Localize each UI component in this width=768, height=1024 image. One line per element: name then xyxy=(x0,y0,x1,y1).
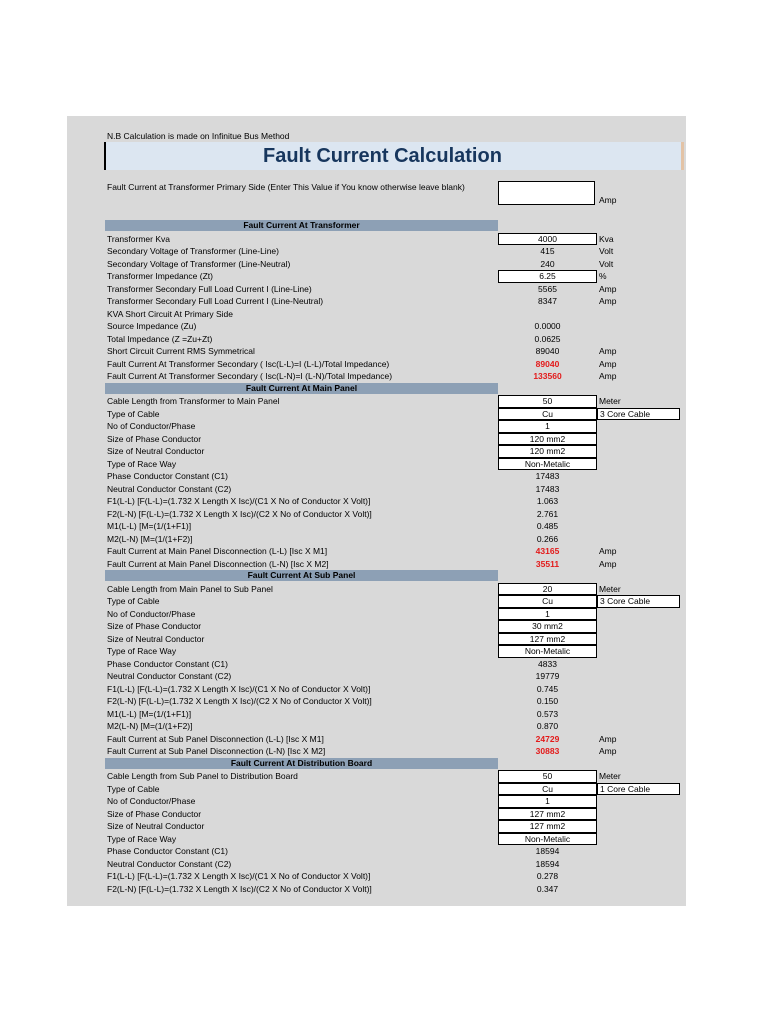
row-label: Neutral Conductor Constant (C2) xyxy=(107,671,232,681)
value-cell: 0.278 xyxy=(536,871,559,881)
value-cell: 24729 xyxy=(535,733,560,744)
table-row xyxy=(67,808,686,821)
table-row xyxy=(67,258,686,271)
value-cell: 0.870 xyxy=(536,721,559,731)
table-row xyxy=(67,345,686,358)
table-row xyxy=(67,558,686,571)
row-label: Cable Length from Transformer to Main Panel xyxy=(107,396,280,406)
row-label: Total Impedance (Z =Zu+Zt) xyxy=(107,333,213,344)
primary-fault-input[interactable] xyxy=(498,181,595,205)
input-cell[interactable]: 4000 xyxy=(498,233,597,246)
table-row xyxy=(67,270,686,283)
row-label: Type of Race Way xyxy=(107,458,177,469)
value-cell xyxy=(498,308,597,321)
row-label: Size of Phase Conductor xyxy=(107,433,202,444)
table-row xyxy=(67,233,686,246)
table-row xyxy=(67,445,686,458)
unit-label: Amp xyxy=(599,746,617,756)
row-label: Cable Length from Sub Panel to Distribution Board xyxy=(107,771,298,781)
value-cell: 0.266 xyxy=(536,533,559,544)
value-cell: 240 xyxy=(540,258,555,269)
row-label: M1(L-L) [M=(1/(1+F1)] xyxy=(107,708,192,719)
cable-type-select[interactable]: 3 Core Cable xyxy=(597,595,680,608)
section-header: Fault Current At Distribution Board xyxy=(105,758,498,769)
table-row xyxy=(67,245,686,258)
table-row xyxy=(67,583,686,596)
table-row xyxy=(67,633,686,646)
title-bar xyxy=(104,142,681,170)
table-row xyxy=(67,720,686,733)
table-row xyxy=(67,420,686,433)
value-cell: 133560 xyxy=(533,371,562,381)
value-cell: 17483 xyxy=(535,483,560,494)
table-row xyxy=(67,645,686,658)
row-label: Size of Phase Conductor xyxy=(107,808,202,819)
row-label: Size of Neutral Conductor xyxy=(107,633,205,644)
spreadsheet-page xyxy=(67,116,686,906)
table-row xyxy=(67,833,686,846)
value-cell: 0.573 xyxy=(536,708,559,719)
value-cell: 415 xyxy=(540,246,555,256)
row-label: Fault Current At Transformer Secondary ( Isc(L-N)=I (L-N)/Total Impedance) xyxy=(107,371,393,381)
table-row xyxy=(67,745,686,758)
row-label: Fault Current at Sub Panel Disconnection (L-N) [Isc X M2] xyxy=(107,746,326,756)
row-label: Short Circuit Current RMS Symmetrical xyxy=(107,346,255,356)
row-label: KVA Short Circuit At Primary Side xyxy=(107,308,233,319)
input-cell[interactable]: 120 mm2 xyxy=(498,433,597,446)
title-bar-edge xyxy=(681,142,684,170)
row-label: F1(L-L) [F(L-L)=(1.732 X Length X Isc)/(C1 X No of Conductor X Volt)] xyxy=(107,871,371,881)
cable-type-select[interactable]: 3 Core Cable xyxy=(597,408,680,421)
row-label: Type of Race Way xyxy=(107,646,177,656)
input-cell[interactable]: 127 mm2 xyxy=(498,808,597,821)
value-cell: 0.485 xyxy=(536,521,559,531)
row-label: Fault Current at Sub Panel Disconnection (L-L) [Isc X M1] xyxy=(107,733,324,744)
row-label: F2(L-N) [F(L-L)=(1.732 X Length X Isc)/(C2 X No of Conductor X Volt)] xyxy=(107,696,372,706)
value-cell: 18594 xyxy=(535,846,560,856)
table-row xyxy=(67,470,686,483)
input-cell[interactable]: 127 mm2 xyxy=(498,633,597,646)
value-cell: 89040 xyxy=(535,358,560,369)
unit-label: Volt xyxy=(599,246,614,256)
table-row xyxy=(67,433,686,446)
table-row xyxy=(67,545,686,558)
primary-fault-unit: Amp xyxy=(599,195,617,205)
row-label: Size of Neutral Conductor xyxy=(107,821,205,831)
table-row xyxy=(67,408,686,421)
table-row xyxy=(67,770,686,783)
primary-fault-label: Fault Current at Transformer Primary Side (Enter This Value if You know otherwise leave blank) xyxy=(107,182,465,192)
row-label: F2(L-N) [F(L-L)=(1.732 X Length X Isc)/(C2 X No of Conductor X Volt)] xyxy=(107,883,372,894)
value-cell: 43165 xyxy=(535,546,560,556)
row-label: Cable Length from Main Panel to Sub Panel xyxy=(107,583,273,594)
row-label: Type of Race Way xyxy=(107,833,177,844)
unit-label: Amp xyxy=(599,346,617,356)
unit-label: Amp xyxy=(599,558,617,569)
input-cell[interactable]: Non-Metalic xyxy=(498,833,597,846)
input-cell[interactable]: 120 mm2 xyxy=(498,445,597,458)
input-cell[interactable]: 50 xyxy=(498,395,597,408)
row-label: Type of Cable xyxy=(107,408,160,419)
table-row xyxy=(67,708,686,721)
input-cell[interactable]: Cu xyxy=(498,783,597,796)
value-cell: 18594 xyxy=(535,858,560,869)
table-row xyxy=(67,595,686,608)
row-label: Phase Conductor Constant (C1) xyxy=(107,471,228,481)
value-cell: 0.0625 xyxy=(534,333,561,344)
input-cell[interactable]: 127 mm2 xyxy=(498,820,597,833)
input-cell[interactable]: 1 xyxy=(498,795,597,808)
row-label: No of Conductor/Phase xyxy=(107,608,196,619)
unit-label: Meter xyxy=(599,771,621,781)
row-label: Type of Cable xyxy=(107,783,160,794)
table-row xyxy=(67,333,686,346)
row-label: Transformer Secondary Full Load Current I (Line-Neutral) xyxy=(107,296,324,306)
row-label: Size of Neutral Conductor xyxy=(107,446,205,456)
table-row xyxy=(67,783,686,796)
row-label: Neutral Conductor Constant (C2) xyxy=(107,858,232,869)
row-label: No of Conductor/Phase xyxy=(107,796,196,806)
unit-label: Meter xyxy=(599,396,621,406)
row-label: F2(L-N) [F(L-L)=(1.732 X Length X Isc)/(C2 X No of Conductor X Volt)] xyxy=(107,508,372,519)
row-label: F1(L-L) [F(L-L)=(1.732 X Length X Isc)/(C1 X No of Conductor X Volt)] xyxy=(107,496,371,506)
input-cell[interactable]: 1 xyxy=(498,608,597,621)
unit-label: Volt xyxy=(599,258,614,269)
input-cell[interactable]: 1 xyxy=(498,420,597,433)
input-cell[interactable]: Non-Metalic xyxy=(498,645,597,658)
section-header: Fault Current At Sub Panel xyxy=(105,570,498,581)
value-cell: 0.150 xyxy=(536,696,559,706)
table-row xyxy=(67,883,686,896)
value-cell: 30883 xyxy=(535,746,560,756)
value-cell: 19779 xyxy=(535,671,560,681)
value-cell: 2.761 xyxy=(536,508,559,519)
table-row xyxy=(67,320,686,333)
row-label: Fault Current at Main Panel Disconnection (L-N) [Isc X M2] xyxy=(107,558,329,569)
row-label: M1(L-L) [M=(1/(1+F1)] xyxy=(107,521,192,531)
unit-label: Kva xyxy=(599,233,614,244)
unit-label: Meter xyxy=(599,583,621,594)
table-row xyxy=(67,683,686,696)
table-row xyxy=(67,533,686,546)
input-cell[interactable]: Cu xyxy=(498,595,597,608)
table-row xyxy=(67,283,686,296)
table-row xyxy=(67,508,686,521)
table-row xyxy=(67,395,686,408)
value-cell: 5565 xyxy=(538,283,557,294)
page-title: Fault Current Calculation xyxy=(263,145,502,167)
unit-label: Amp xyxy=(599,358,617,369)
section-header: Fault Current At Transformer xyxy=(105,220,498,231)
unit-label: % xyxy=(599,271,607,281)
row-label: Transformer Secondary Full Load Current I (Line-Line) xyxy=(107,283,312,294)
unit-label: Amp xyxy=(599,371,617,381)
row-label: Phase Conductor Constant (C1) xyxy=(107,846,228,856)
row-label: Size of Phase Conductor xyxy=(107,621,202,631)
row-label: Type of Cable xyxy=(107,596,160,606)
row-label: Secondary Voltage of Transformer (Line-Line) xyxy=(107,246,279,256)
value-cell: 89040 xyxy=(535,346,560,356)
table-row xyxy=(67,670,686,683)
unit-label: Amp xyxy=(599,296,617,306)
row-label: F1(L-L) [F(L-L)=(1.732 X Length X Isc)/(C1 X No of Conductor X Volt)] xyxy=(107,683,371,694)
table-row xyxy=(67,658,686,671)
row-label: Phase Conductor Constant (C1) xyxy=(107,658,228,669)
input-cell[interactable]: 50 xyxy=(498,770,597,783)
value-cell: 0.0000 xyxy=(534,321,561,331)
value-cell: 17483 xyxy=(535,471,560,481)
table-row xyxy=(67,495,686,508)
input-cell[interactable]: 20 xyxy=(498,583,597,596)
table-row xyxy=(67,295,686,308)
row-label: Secondary Voltage of Transformer (Line-Neutral) xyxy=(107,258,291,269)
table-row xyxy=(67,458,686,471)
table-row xyxy=(67,795,686,808)
value-cell: 8347 xyxy=(538,296,557,306)
input-cell[interactable]: 30 mm2 xyxy=(498,620,597,633)
value-cell: 0.347 xyxy=(536,883,559,894)
row-label: M2(L-N) [M=(1/(1+F2)] xyxy=(107,721,193,731)
table-row xyxy=(67,858,686,871)
table-row xyxy=(67,483,686,496)
method-note: N.B Calculation is made on Infinitue Bus Method xyxy=(107,131,290,141)
row-label: Transformer Impedance (Zt) xyxy=(107,271,213,281)
input-cell[interactable]: Cu xyxy=(498,408,597,421)
section-header: Fault Current At Main Panel xyxy=(105,383,498,394)
row-label: Neutral Conductor Constant (C2) xyxy=(107,483,232,494)
row-label: Fault Current at Main Panel Disconnection (L-L) [Isc X M1] xyxy=(107,546,328,556)
row-label: No of Conductor/Phase xyxy=(107,421,196,431)
row-label: Transformer Kva xyxy=(107,233,170,244)
cable-type-select[interactable]: 1 Core Cable xyxy=(597,783,680,796)
table-row xyxy=(67,733,686,746)
table-row xyxy=(67,820,686,833)
value-cell: 0.745 xyxy=(536,683,559,694)
table-row xyxy=(67,845,686,858)
row-label: M2(L-N) [M=(1/(1+F2)] xyxy=(107,533,193,544)
table-row xyxy=(67,370,686,383)
table-row xyxy=(67,608,686,621)
row-label: Fault Current At Transformer Secondary ( Isc(L-L)=I (L-L)/Total Impedance) xyxy=(107,358,390,369)
table-row xyxy=(67,308,686,321)
value-cell: 35511 xyxy=(535,558,560,569)
input-cell[interactable]: Non-Metalic xyxy=(498,458,597,471)
unit-label: Amp xyxy=(599,546,617,556)
value-cell: 1.063 xyxy=(536,496,559,506)
table-row xyxy=(67,870,686,883)
table-row xyxy=(67,695,686,708)
unit-label: Amp xyxy=(599,733,617,744)
table-row xyxy=(67,520,686,533)
input-cell[interactable]: 6.25 xyxy=(498,270,597,283)
table-row xyxy=(67,620,686,633)
row-label: Source Impedance (Zu) xyxy=(107,321,197,331)
table-row xyxy=(67,358,686,371)
unit-label: Amp xyxy=(599,283,617,294)
value-cell: 4833 xyxy=(538,658,557,669)
